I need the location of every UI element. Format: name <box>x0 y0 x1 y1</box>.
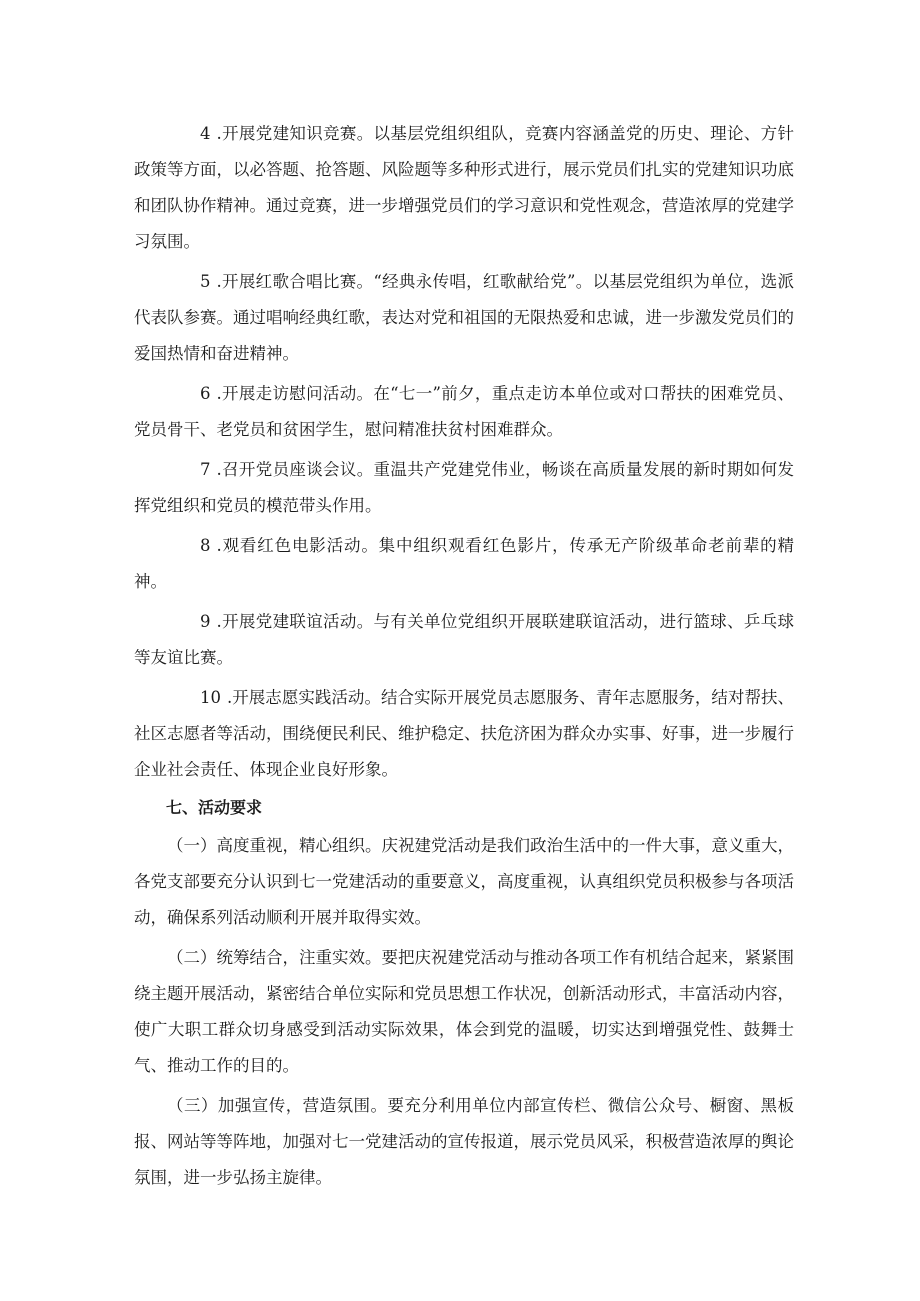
item-text: .观看红色电影活动。集中组织观看红色影片，传承无产阶级革命老前辈的精神。 <box>134 536 794 591</box>
activity-item-7 <box>134 452 794 524</box>
item-number: 5 <box>200 272 211 291</box>
item-number: 9 <box>200 612 211 631</box>
item-text: .开展志愿实践活动。结合实际开展党员志愿服务、青年志愿服务，结对帮扶、社区志愿者等活动，围绕便民利民、维护稳定、扶危济困为群众办实事、好事，进一步履行企业社会责任、体现企业良好形象。 <box>134 688 794 779</box>
activity-item-8 <box>134 528 794 600</box>
item-text: .开展红歌合唱比赛。“经典永传唱，红歌献给党”。以基层党组织为单位，选派代表队参赛。通过唱响经典红歌，表达对党和祖国的无限热爱和忠诚，进一步激发党员们的爱国热情和奋进精神。 <box>134 272 794 363</box>
item-number: 6 <box>200 384 211 403</box>
section-heading: 七、活动要求 <box>166 798 263 817</box>
activity-item-9 <box>134 604 794 676</box>
item-text: .开展党建联谊活动。与有关单位党组织开展联建联谊活动，进行篮球、乒乓球等友谊比赛。 <box>134 612 794 667</box>
document-body <box>134 116 794 1196</box>
activity-item-6 <box>134 376 794 448</box>
activity-item-10 <box>134 680 794 788</box>
item-text: .召开党员座谈会议。重温共产党建党伟业，畅谈在高质量发展的新时期如何发挥党组织和党员的模范带头作用。 <box>134 460 794 515</box>
item-text: .开展走访慰问活动。在“七一”前夕，重点走访本单位或对口帮扶的困难党员、党员骨干、老党员和贫困学生，慰问精准扶贫村困难群众。 <box>134 384 794 439</box>
requirement-1: （一）高度重视，精心组织。庆祝建党活动是我们政治生活中的一件大事，意义重大，各党支部要充分认识到七一党建活动的重要意义，高度重视，认真组织党员积极参与各项活动，确保系列活动顺利开展并取得实效。 <box>134 836 794 927</box>
requirement-3: （三）加强宣传，营造氛围。要充分利用单位内部宣传栏、微信公众号、橱窗、黑板报、网站等等阵地，加强对七一党建活动的宣传报道，展示党员风采，积极营造浓厚的舆论氛围，进一步弘扬主旋律。 <box>134 1096 794 1187</box>
item-number: 7 <box>200 460 211 479</box>
activity-item-4 <box>134 116 794 260</box>
item-number: 4 <box>200 124 211 143</box>
activity-item-5 <box>134 264 794 372</box>
requirement-2: （二）统筹结合，注重实效。要把庆祝建党活动与推动各项工作有机结合起来，紧紧围绕主题开展活动，紧密结合单位实际和党员思想工作状况，创新活动形式，丰富活动内容，使广大职工群众切身感受到活动实际效果，体会到党的温暖，切实达到增强党性、鼓舞士气、推动工作的目的。 <box>134 948 794 1075</box>
item-number: 8 <box>200 536 211 555</box>
item-number: 10 <box>200 688 221 707</box>
item-text: .开展党建知识竞赛。以基层党组织组队，竞赛内容涵盖党的历史、理论、方针政策等方面，以必答题、抢答题、风险题等多种形式进行，展示党员们扎实的党建知识功底和团队协作精神。通过竞赛，进一步增强党员们的学习意识和党性观念，营造浓厚的党建学习氛围。 <box>134 124 794 251</box>
